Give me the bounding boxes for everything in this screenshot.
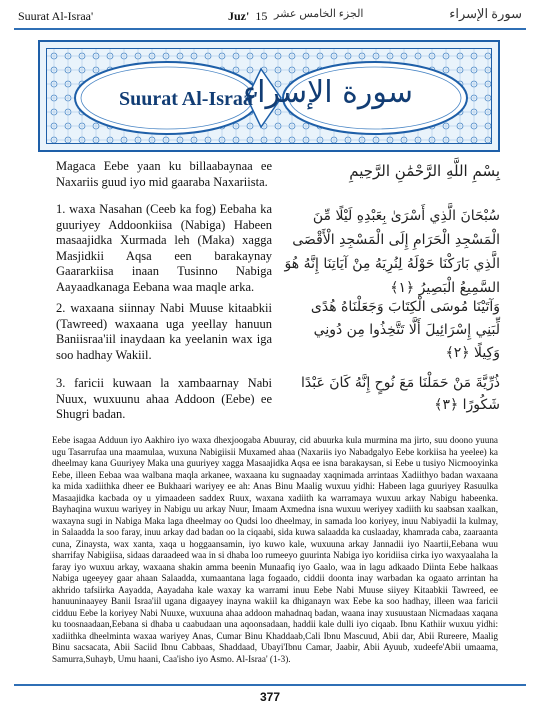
top-rule [14, 28, 526, 30]
running-head-juz [228, 9, 267, 24]
juz-label: Juz' [228, 9, 250, 23]
bottom-rule [14, 684, 526, 686]
basmala-arabic: بِسْمِ اللَّهِ الرَّحْمَٰنِ الرَّحِيمِ [349, 162, 500, 180]
juz-number: 15 [255, 9, 268, 23]
commentary-text: Eebe isagaa Adduun iyo Aakhiro iyo waxa dhexjoogaba Abuuray, cid abuurka kula murmina ma jirto, suu doono yuuna ugu Tasarrufaa una maamulaa, wuxuna Nabigiisii Muxamed ahaa (Naxariis iyo Nabadgalyo Eebe korkiisa ha yeelee) ka dheelmay kana Guuriyey Maka una guuriyey xagga Masaajidka Aqsa ee isna barakaysan, si Eebe u tusiyo Nicmooyinka Eebe, illeen Eebaa waa walbana maqla arkanee, waxaana ku sugnaaday xaqnimada arrintaas Xadiithyo badan waxaana ka mida xadiithka dheer ee Bukhaari wariyey ee ah: Anas Binu Maalig wuxuu yidhi: Habeen laga guuriyey Rasuulka Masaajidka kacbada oy u yimaadeen saddex Ruux, waxana xadiith ka warramaya wuxuu arkay Nabigu habeenka. Bayhaqina wuxuu wariyey in Nabigu uu arkay Nuur, Imaam Axmedna isna wuxuu weriyey xadiith ku saabsan xaalkan, waxayna sugi in Nabiga Maka laga dheelmay oo Qudsi loo dheelmay, in samada loo koriyey, inuu Nabiyadii la kulmay, in Salaadda la soo faray, inuu arkay dad badan oo la ciqaabi, sida kuwa salaadda ka cuslaaday, khamrada caba, zaaraanta cuna, Zinaysta, wax xanta, xaqa u hoggaansamin, iyo kuwo kale, wuxuuna arkay Jannadii iyo Naartii,Eebana wuu sharrifay Nabigiisa, sidaas daraadeed waa in si dhaba loo rumeeyo guurinta Nabiga iyo koridiisa cirka iyo waxyaalaha la faray iyo wuxuu arkay, waxaana shakin amma beenin Munaafiq iyo Gaalo, waa in lagu adkaado Diinta Eebe halkaas Nabiga ugeeyey gaar ahaan Salaadda, xumaantana laga fogaado, ciddii doonta inay warbadan ka ogaato arrintan ha akhrido tafsiirka Aayadda, Aayadaha kale waxay ka warrami inuu Eebe Nabi Muuse siiyey Kitaabkii Tawreed, ee hanuuninaayey Banii Israa'iil ugana digaayey inayna wakiil ka dhiganayn wax Eebe ka soo hadhay, illeen waa faricii cidduu Eebe la koriyey Nabi Nuuxe, wuxuuna ahaa addoon mahadnaq badan, waana inay xusuustaan Nicmadaas xaqana ku toosnaadaan,Eebana si dhaba u caabudaan una aqoonsadaan, haddii kale dulli iyo ciqaab. Ibnu Kathiir wuxuu yidhi: xadiithka dheelminta waxaa wariyey Anas, Cumar Binu Khaddaab,Cali Ibnu Mascuud, Abii dar, Abii Rureere, Maalig Binu sacsacata, Abii Saciid Ibnu Cabbaas, Shaddaad, Ubayi'Ibnu Camar, Jaabir, Abii Ayuub, xudeefe'Abii umaama, Samurra,Suhayb, Umu haani, Caa'isho iyo Asmo. Al-Israa' (1-3). [52, 435, 498, 664]
banner-arabic-title: سورة الإسراء [243, 75, 413, 110]
running-head-surah-arabic: سورة الإسراء [449, 6, 522, 21]
surah-banner [38, 40, 500, 152]
basmala-translation: Magaca Eebe yaan ku billaabaynaa ee Naxariis guud iyo mid gaaraba Naxariista. [56, 159, 272, 189]
verse-3-arabic: ذُرِّيَّةَ مَنْ حَمَلْنَا مَعَ نُوحٍ إِنَّهُ كَانَ عَبْدًا شَكُورًا ﴿٣﴾ [300, 375, 500, 413]
banner-frame [46, 48, 492, 144]
verse-2-translation: 2. waxaana siinnay Nabi Muuse kitaabkii (Tawreed) waxaana uga yeellay hanuun Baniisraa'iil inaydaan ka yeelanin wax iga soo hadhay Wakiil. [56, 301, 272, 362]
page-number: 377 [259, 690, 281, 704]
verse-1-arabic: سُبْحَانَ الَّذِي أَسْرَىٰ بِعَبْدِهِ لَيْلًا مِّنَ الْمَسْجِدِ الْحَرَامِ إِلَى الْمَسْجِدِ الْأَقْصَى الَّذِي بَارَكْنَا حَوْلَهُ لِنُرِيَهُ مِنْ آيَاتِنَا إِنَّهُ هُوَ السَّمِيعُ الْبَصِيرُ ﴿١﴾ [284, 208, 500, 296]
verse-1-translation: 1. waxa Nasahan (Ceeb ka fog) Eebaha ka guuriyey Addoonkiisa (Nabiga) Habeen masaajidka Xurmada leh (Maka) xagga Masjidkii Aqsa een barakaynay Gaararkiisa inaan Tusinno Nabiga Aayaadkanaga Eebana waa maqle arka. [56, 202, 272, 294]
running-head-juz-arabic: الجزء الخامس عشر [274, 8, 364, 20]
running-head-surah-name: Suurat Al-Israa' [18, 9, 94, 23]
banner-title: Suurat Al-Israa' [119, 88, 259, 110]
running-head [14, 6, 526, 28]
verse-2-arabic: وَآتَيْنَا مُوسَى الْكِتَابَ وَجَعَلْنَاهُ هُدًى لِّبَنِي إِسْرَائِيلَ أَلَّا تَتَّخِذُوا مِن دُونِي وَكِيلًا ﴿٢﴾ [310, 299, 500, 361]
verse-3-translation: 3. faricii kuwaan la xambaarnay Nabi Nuux, wuxuunu ahaa Addoon (Eebe) ee Shugri badan. [56, 376, 272, 421]
